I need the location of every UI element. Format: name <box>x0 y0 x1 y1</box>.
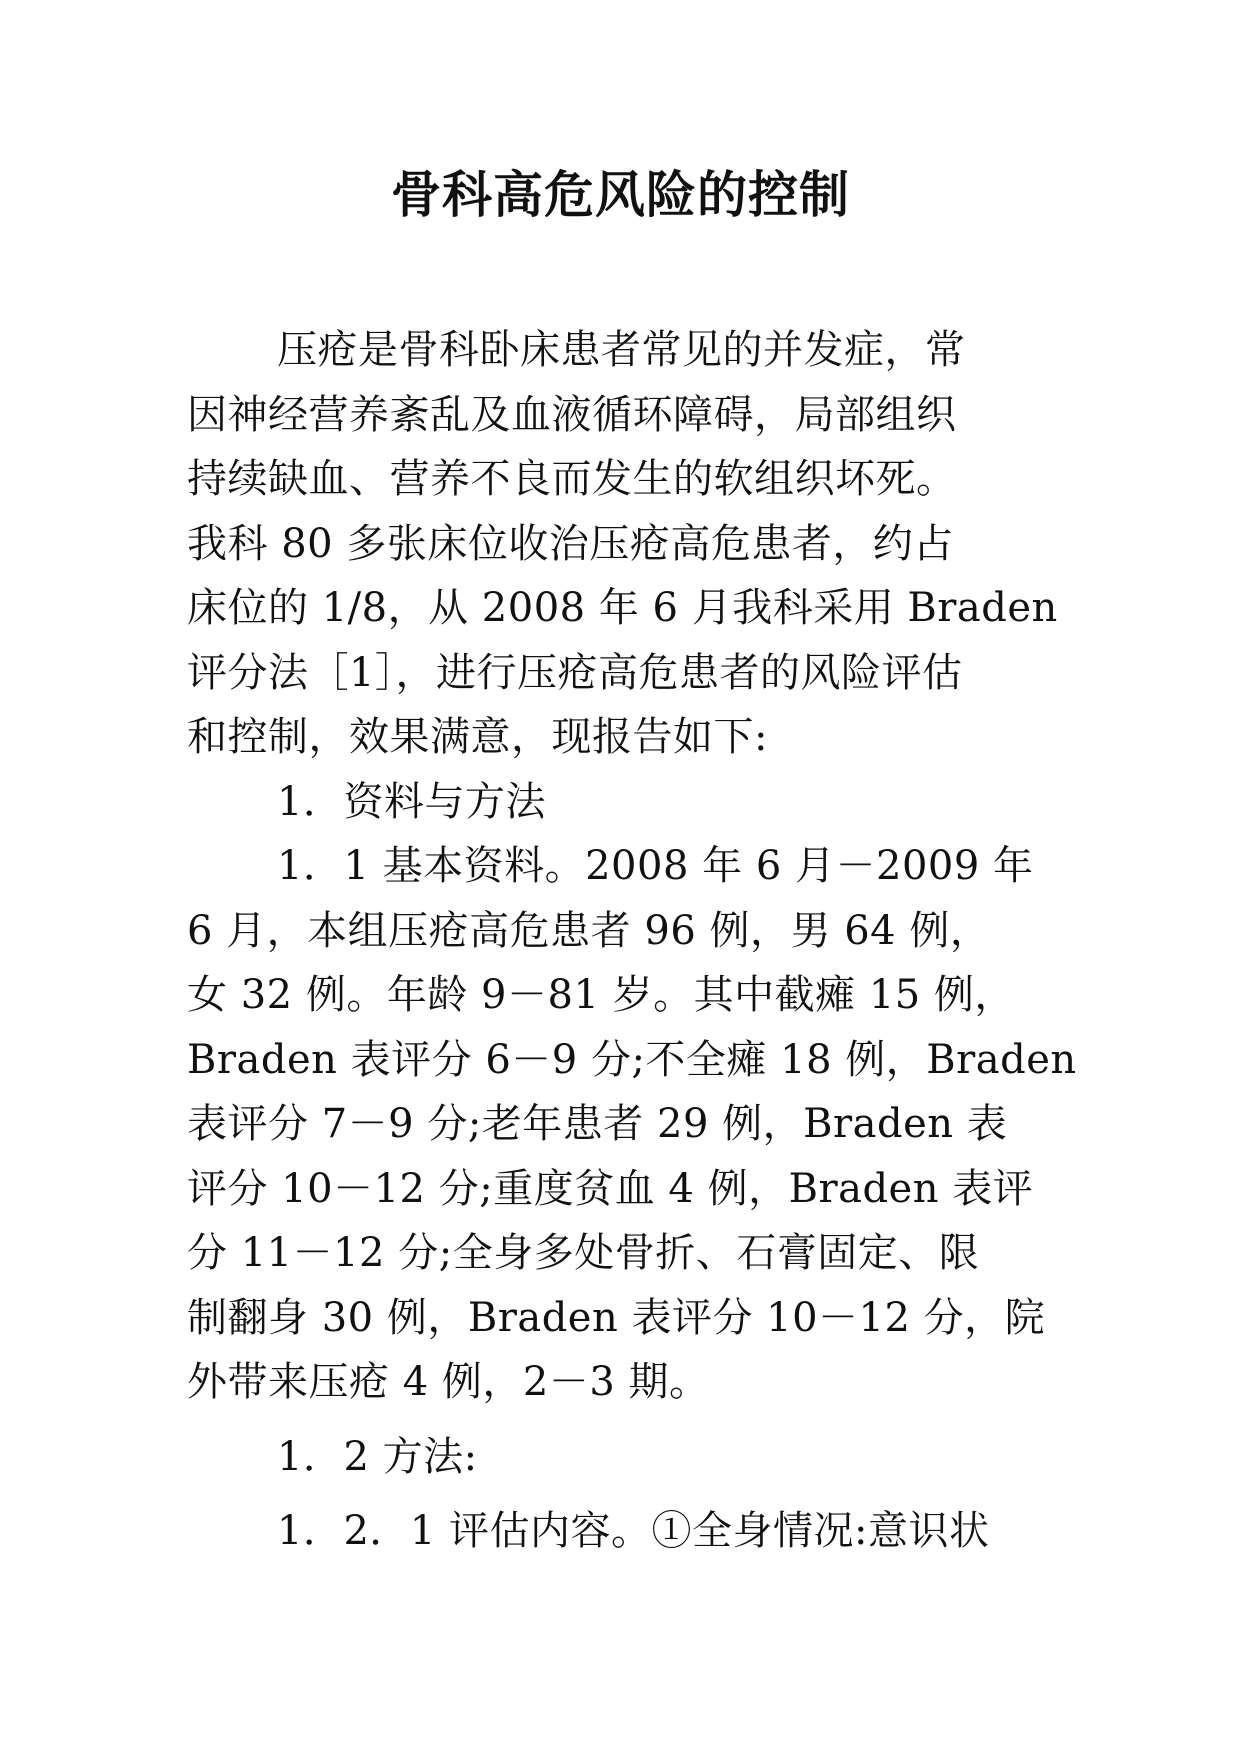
paragraph-line: 因神经营养紊乱及血液循环障碍，局部组织 <box>187 391 957 438</box>
paragraph-line: Braden 表评分 6－9 分;不全瘫 18 例，Braden <box>187 1036 1077 1083</box>
paragraph-line: 制翻身 30 例，Braden 表评分 10－12 分，院 <box>187 1294 1046 1341</box>
section-heading: 1．2 方法: <box>277 1433 478 1480</box>
paragraph-gap <box>187 1489 1067 1499</box>
paragraph-line: 1．1 基本资料。2008 年 6 月－2009 年 <box>277 843 1034 889</box>
paragraph-line: 我科 80 多张床位收治压疮高危患者，约占 <box>187 520 954 567</box>
paragraph-line: 持续缺血、营养不良而发生的软组织坏死。 <box>187 456 957 502</box>
paragraph-line: 评分 10－12 分;重度贫血 4 例，Braden 表评 <box>187 1165 1034 1212</box>
document-title: 骨科高危风险的控制 <box>391 165 850 224</box>
document-body <box>187 318 1077 1564</box>
paragraph-line: 分 11－12 分;全身多处骨折、石膏固定、限 <box>187 1230 980 1276</box>
paragraph-gap <box>187 1415 1067 1425</box>
paragraph-line: 1．2．1 评估内容。①全身情况:意识状 <box>277 1508 990 1554</box>
paragraph-line: 女 32 例。年龄 9－81 岁。其中截瘫 15 例， <box>187 972 1015 1018</box>
paragraph-line: 评分法［1］，进行压疮高危患者的风险评估 <box>187 649 963 696</box>
section-heading: 1．资料与方法 <box>277 778 546 825</box>
paragraph-line: 床位的 1/8，从 2008 年 6 月我科采用 Braden <box>187 585 1058 631</box>
paragraph-line: 外带来压疮 4 例，2－3 期。 <box>187 1359 710 1405</box>
paragraph-line: 压疮是骨科卧床患者常见的并发症，常 <box>277 327 966 373</box>
paragraph-line: 6 月，本组压疮高危患者 96 例，男 64 例， <box>187 907 991 954</box>
paragraph-line: 表评分 7－9 分;老年患者 29 例，Braden 表 <box>187 1101 1008 1147</box>
paragraph-line: 和控制，效果满意，现报告如下: <box>187 714 768 760</box>
